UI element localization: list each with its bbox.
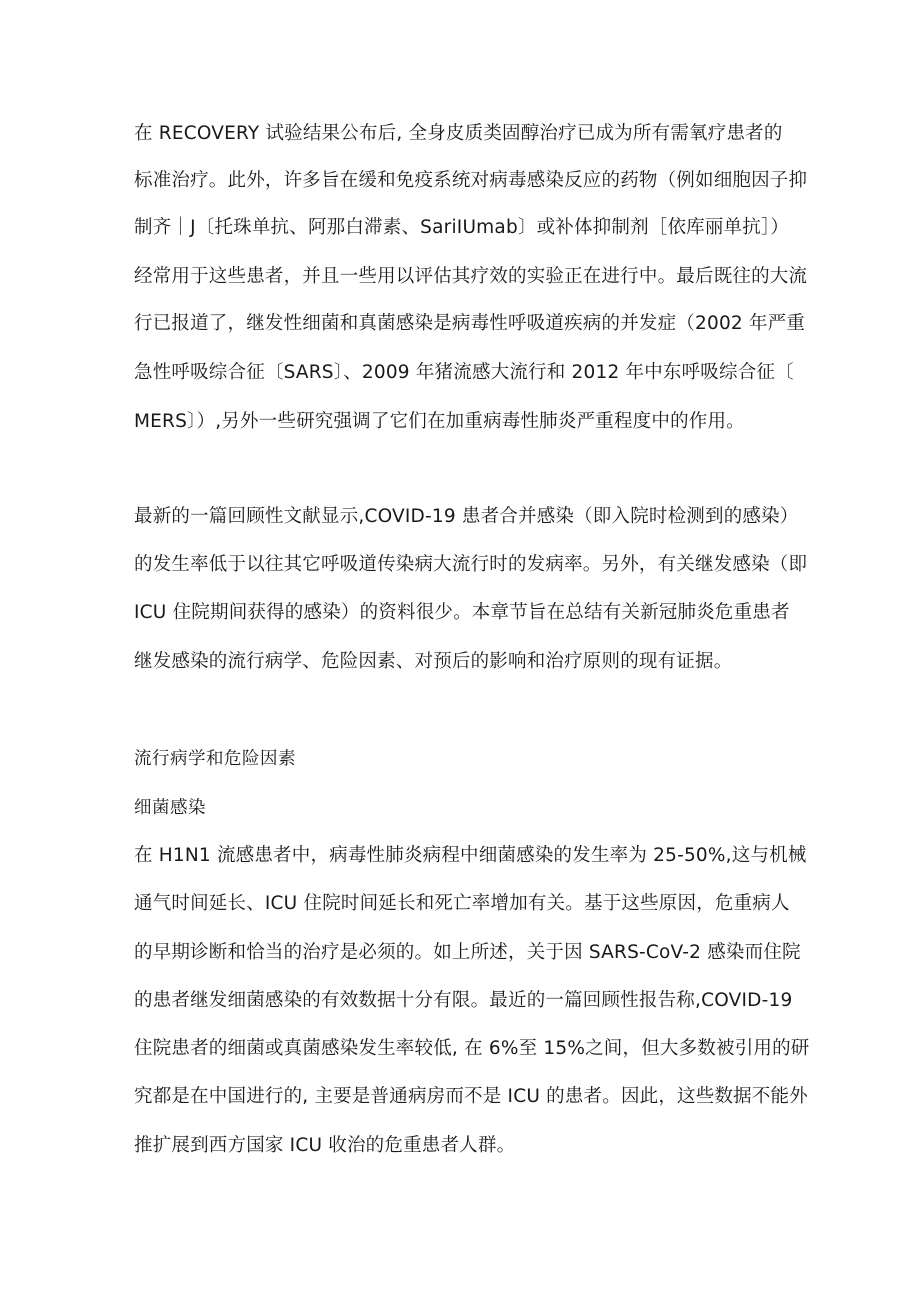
text-line: 制齐｜J〔托珠单抗、阿那白滞素、SariIUmab〕或补体抑制剂［依库丽单抗］）	[134, 217, 790, 238]
text-line: 的发生率低于以往其它呼吸道传染病大流行时的发病率。另外，有关继发感染（即	[134, 554, 808, 575]
text-line: 继发感染的流行病学、危险因素、对预后的影响和治疗原则的现有证据。	[134, 651, 733, 672]
subsection-heading: 细菌感染	[134, 798, 206, 818]
text-line: 通气时间延长、ICU 住院时间延长和死亡率增加有关。基于这些原因，危重病人	[134, 893, 790, 914]
text-line: 标准治疗。此外，许多旨在缓和免疫系统对病毒感染反应的药物（例如细胞因子抑	[134, 170, 808, 191]
section-heading: 流行病学和危险因素	[134, 749, 296, 769]
text-line: 最新的一篇回顾性文献显示,COVID-19 患者合并感染（即入院时检测到的感染）	[134, 506, 799, 527]
text-line: 住院患者的细菌或真菌感染发生率较低, 在 6%至 15%之间，但大多数被引用的研	[134, 1038, 810, 1059]
text-line: 的早期诊断和恰当的治疗是必须的。如上所述，关于因 SARS-CoV-2 感染而住院	[134, 942, 801, 963]
text-line: 究都是在中国进行的, 主要是普通病房而不是 ICU 的患者。因此，这些数据不能外	[134, 1086, 808, 1107]
text-line: 在 RECOVERY 试验结果公布后, 全身皮质类固醇治疗已成为所有需氧疗患者的	[134, 123, 783, 144]
text-line: ICU 住院期间获得的感染）的资料很少。本章节旨在总结有关新冠肺炎危重患者	[134, 602, 790, 623]
text-line: 急性呼吸综合征〔SARS〕、2009 年猪流感大流行和 2012 年中东呼吸综合征〔	[134, 362, 794, 383]
text-line: 经常用于这些患者，并且一些用以评估其疗效的实验正在进行中。最后既往的大流	[134, 266, 808, 287]
text-line: MERS〕）,另外一些研究强调了它们在加重病毒性肺炎严重程度中的作用。	[134, 411, 745, 432]
text-line: 推扩展到西方国家 ICU 收治的危重患者人群。	[134, 1135, 516, 1156]
text-line: 在 H1N1 流感患者中，病毒性肺炎病程中细菌感染的发生率为 25-50%,这与机械	[134, 845, 807, 866]
text-line: 行已报道了，继发性细菌和真菌感染是病毒性呼吸道疾病的并发症（2002 年严重	[134, 313, 806, 334]
text-line: 的患者继发细菌感染的有效数据十分有限。最近的一篇回顾性报告称,COVID-19	[134, 990, 793, 1011]
